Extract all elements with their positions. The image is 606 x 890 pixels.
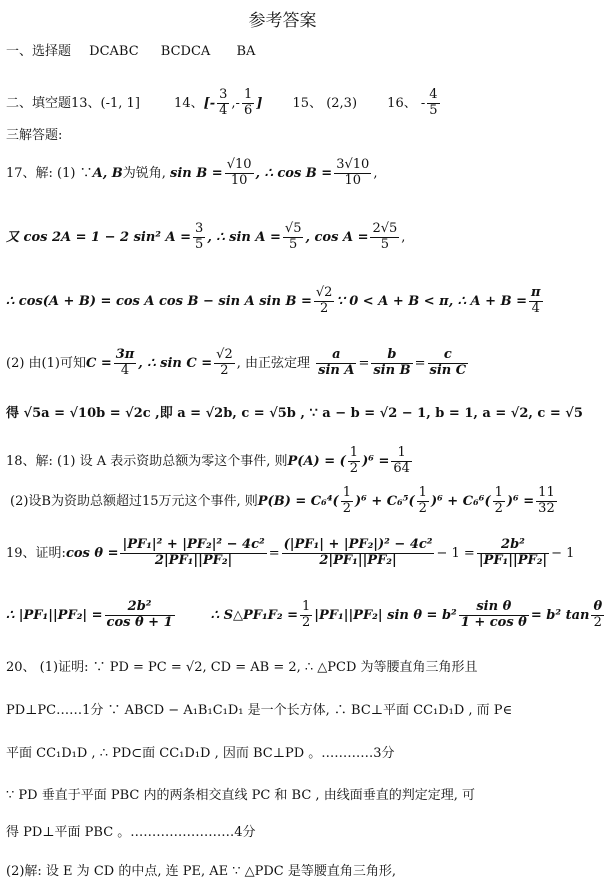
sec2-label: 二、填空题 bbox=[6, 95, 72, 111]
q16-frac: $\frac{4}{5}$ bbox=[429, 87, 438, 118]
q20-line3: 平面 CC₁D₁D , ∴ PD⊂面 CC₁D₁D , 因而 BC⊥PD 。…………3分 bbox=[6, 746, 395, 761]
q17-line1: 17、解: (1) ∵A, B为锐角, sin B = $\frac{√10}{10}$ , ∴ cos B = $\frac{3√10}{10}$ , bbox=[6, 157, 378, 188]
q19-line1: 19、证明:cos θ = $\frac{\text{|PF₁|² + |PF₂|² − 4c²}}{\text{2|PF₁||PF₂|}}$ = $\frac{\text{(|PF₁| + |PF₂|)² − 4c²}}{\text{2|PF₁||PF₂|}}$ − 1 = $\frac{\text{2b²}}{\text{|PF₁||PF₂|}}$ − 1 bbox=[6, 537, 575, 568]
q20-line4: ∵ PD 垂直于平面 PBC 内的两条相交直线 PC 和 BC , 由线面垂直的判定定理, 可 bbox=[6, 788, 475, 803]
choice-group-1: DCABC bbox=[89, 44, 139, 59]
q17-line4: (2) 由(1)可知C = $\frac{3\pi}{4}$ , ∴ sin C = $\frac{√2}{2}$ , 由正弦定理 $\frac{a}{\text{sin A}}$ = $\frac{b}{\text{sin B}}$ = $\frac{c}{\text{sin C}}$ bbox=[6, 347, 467, 378]
q20-line5: 得 PD⊥平面 PBC 。……………………4分 bbox=[6, 825, 256, 840]
q19-line2: ∴ |PF₁||PF₂| = $\frac{\text{2b²}}{\text{cos θ + 1}}$ ∴ S△PF₁F₂ = $\frac{1}{2}$ |PF₁||PF₂| sin θ = b² $\frac{\text{sin θ}}{\text{1 + cos θ}}$ = b² tan $\frac{\theta}{2}$ bbox=[6, 599, 603, 630]
q14-prefix: 14、 bbox=[174, 95, 204, 111]
choice-answers bbox=[6, 44, 255, 60]
q20-line6: (2)解: 设 E 为 CD 的中点, 连 PE, AE ∵ △PDC 是等腰直角三角形, bbox=[6, 864, 397, 879]
q15-answer: 15、 (2,3) bbox=[292, 95, 358, 111]
q16-prefix: 16、 - bbox=[387, 95, 426, 111]
choice-group-2: BCDCA bbox=[160, 44, 211, 59]
sec3-label: 三解答题: bbox=[6, 128, 63, 143]
q13-answer: 13、(-1, 1] bbox=[71, 95, 140, 111]
q17-line2: 又 cos 2A = 1 − 2 sin² A = $\frac{3}{5}$ , ∴ sin A = $\frac{√5}{5}$ , cos A = $\frac{2√5}{5}$ , bbox=[6, 221, 406, 252]
q18-line1: 18、解: (1) 设 A 表示资助总额为零这个事件, 则P(A) = ( $\frac{1}{2}$ )⁶ = $\frac{1}{64}$ bbox=[6, 445, 410, 476]
q14-frac-b: $\frac{1}{6}$ bbox=[243, 87, 253, 118]
page-title: 参考答案 bbox=[248, 11, 317, 31]
q14-frac-a: $\frac{3}{4}$ bbox=[219, 87, 228, 118]
q20-line1: 20、 (1)证明: ∵ PD = PC = √2, CD = AB = 2, ∴ △PCD 为等腰直角三角形且 bbox=[6, 660, 478, 675]
q14-sep: ,- bbox=[231, 95, 240, 111]
q17-line5: 得 √5a = √10b = √2c ,即 a = √2b, c = √5b , ∵ a − b = √2 − 1, b = 1, a = √2, c = √5 bbox=[6, 406, 583, 421]
q18-line2: (2)设B为资助总额超过15万元这个事件, 则P(B) = C₆⁴( $\frac{1}{2}$ )⁶ + C₆⁵( $\frac{1}{2}$ )⁶ + C₆⁶( $\frac{1}{2}$ )⁶ = $\frac{11}{32}$ bbox=[10, 485, 555, 516]
choice-group-3: BA bbox=[236, 44, 256, 59]
fill-answers bbox=[6, 88, 442, 119]
sec1-label: 一、选择题 bbox=[6, 44, 72, 59]
q14-close: ] bbox=[256, 95, 263, 111]
q17-line3: ∴ cos(A + B) = cos A cos B − sin A sin B = $\frac{√2}{2}$ ∵ 0 < A + B < π, ∴ A + B = $\frac{\pi}{4}$ bbox=[6, 285, 541, 316]
q14-open: [- bbox=[203, 95, 216, 111]
q20-line2: PD⊥PC……1分 ∵ ABCD − A₁B₁C₁D₁ 是一个长方体, ∴ BC⊥平面 CC₁D₁D , 而 P∈ bbox=[6, 703, 513, 718]
